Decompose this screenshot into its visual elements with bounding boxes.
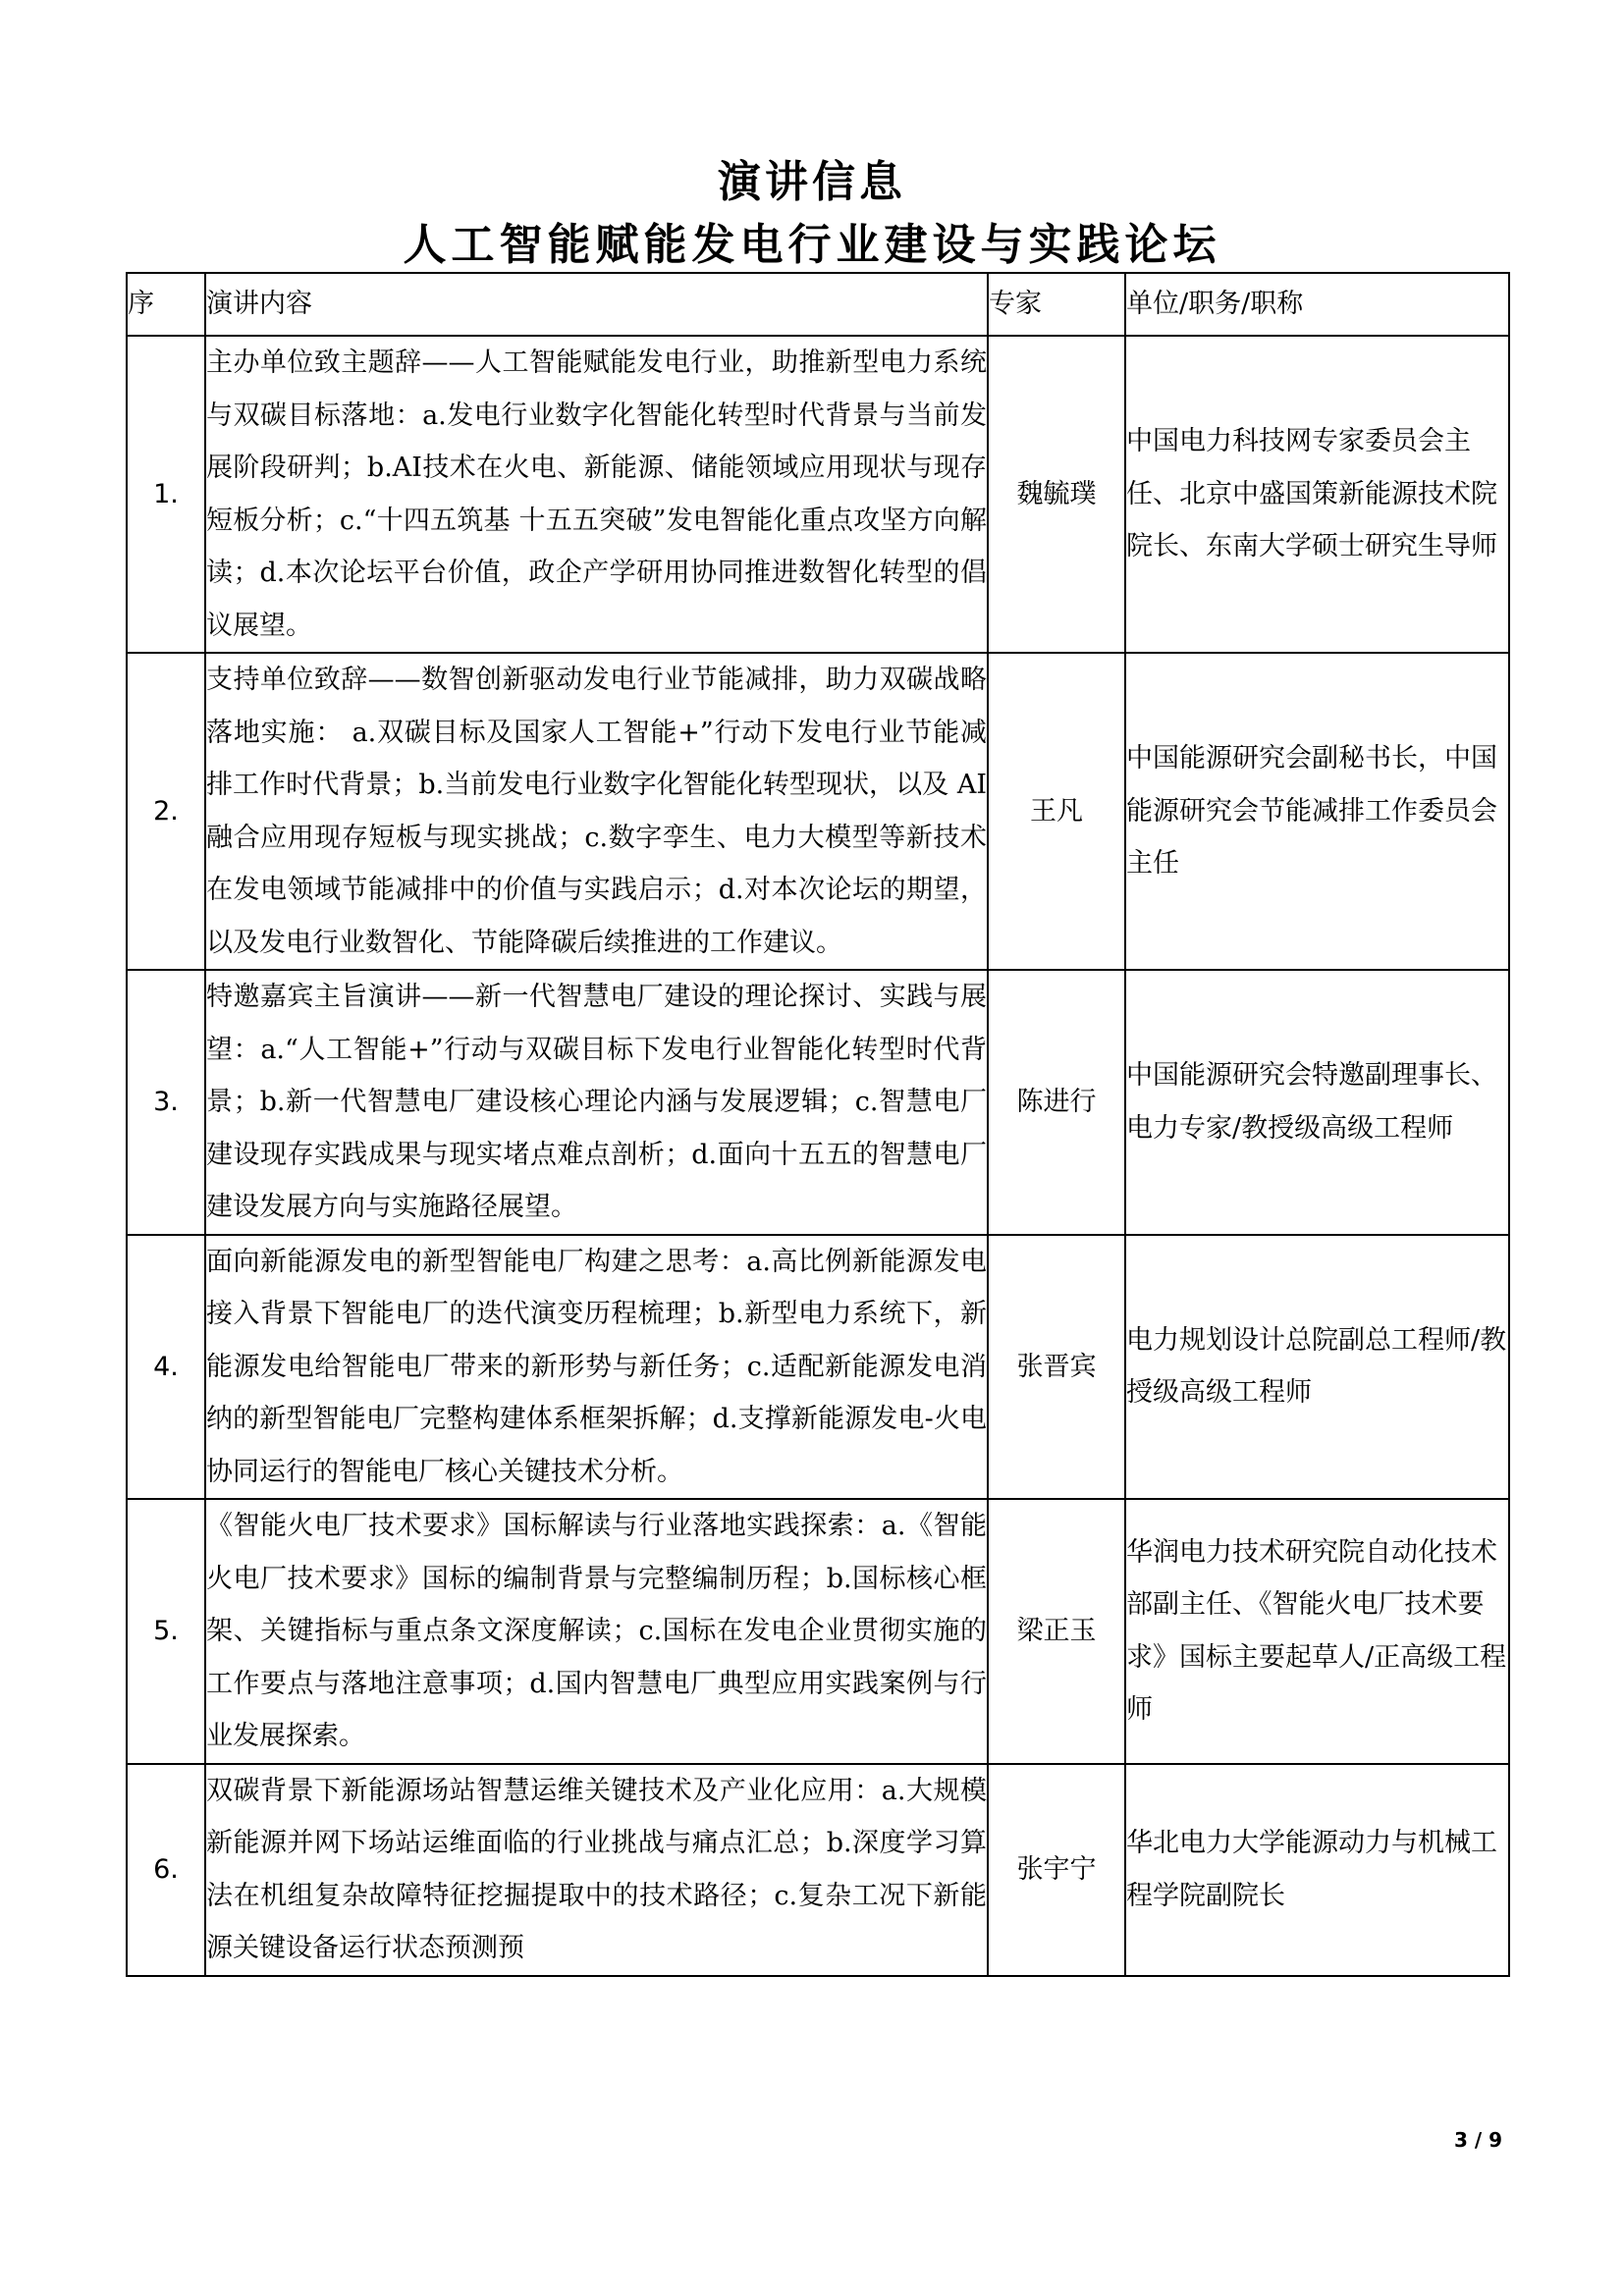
table-row bbox=[127, 970, 1509, 1235]
row-seq: 4. bbox=[127, 1235, 205, 1500]
row-org: 华北电力大学能源动力与机械工程学院副院长 bbox=[1125, 1764, 1509, 1976]
page-title: 演讲信息 bbox=[718, 157, 906, 207]
row-expert: 张宇宁 bbox=[988, 1764, 1125, 1976]
row-seq: 3. bbox=[127, 970, 205, 1235]
row-org: 电力规划设计总院副总工程师/教授级高级工程师 bbox=[1125, 1235, 1509, 1500]
header-seq: 序 bbox=[127, 273, 205, 336]
page-number: 3 / 9 bbox=[1453, 2128, 1502, 2152]
table-row bbox=[127, 1235, 1509, 1500]
header-org: 单位/职务/职称 bbox=[1125, 273, 1509, 336]
row-content: 特邀嘉宾主旨演讲——新一代智慧电厂建设的理论探讨、实践与展望：a.“人工智能+”行动与双碳目标下发电行业智能化转型时代背景；b.新一代智慧电厂建设核心理论内涵与发展逻辑；c.智慧电厂建设现存实践成果与现实堵点难点剖析；d.面向十五五的智慧电厂建设发展方向与实施路径展望。 bbox=[205, 970, 988, 1235]
row-content: 支持单位致辞——数智创新驱动发电行业节能减排，助力双碳战略落地实施： a.双碳目标及国家人工智能+”行动下发电行业节能减排工作时代背景；b.当前发电行业数字化智能化转型现状，以及 AI 融合应用现存短板与现实挑战；c.数字孪生、电力大模型等新技术在发电领域节能减排中的价值与实践启示；d.对本次论坛的期望，以及发电行业数智化、节能降碳后续推进的工作建议。 bbox=[205, 653, 988, 970]
speech-table bbox=[126, 272, 1510, 1977]
row-expert: 张晋宾 bbox=[988, 1235, 1125, 1500]
row-org: 华润电力技术研究院自动化技术部副主任、《智能火电厂技术要求》国标主要起草人/正高级工程师 bbox=[1125, 1499, 1509, 1764]
table-header-row bbox=[127, 273, 1509, 336]
page-subtitle: 人工智能赋能发电行业建设与实践论坛 bbox=[403, 220, 1221, 270]
table-row bbox=[127, 1764, 1509, 1976]
row-expert: 魏毓璞 bbox=[988, 336, 1125, 653]
row-expert: 陈进行 bbox=[988, 970, 1125, 1235]
row-content: 《智能火电厂技术要求》国标解读与行业落地实践探索：a.《智能火电厂技术要求》国标的编制背景与完整编制历程；b.国标核心框架、关键指标与重点条文深度解读；c.国标在发电企业贯彻实施的工作要点与落地注意事项；d.国内智慧电厂典型应用实践案例与行业发展探索。 bbox=[205, 1499, 988, 1764]
row-content: 主办单位致主题辞——人工智能赋能发电行业，助推新型电力系统与双碳目标落地：a.发电行业数字化智能化转型时代背景与当前发展阶段研判；b.AI技术在火电、新能源、储能领域应用现状与现存短板分析；c.“十四五筑基 十五五突破”发电智能化重点攻坚方向解读；d.本次论坛平台价值，政企产学研用协同推进数智化转型的倡议展望。 bbox=[205, 336, 988, 653]
row-seq: 5. bbox=[127, 1499, 205, 1764]
row-content: 面向新能源发电的新型智能电厂构建之思考：a.高比例新能源发电接入背景下智能电厂的迭代演变历程梳理；b.新型电力系统下，新能源发电给智能电厂带来的新形势与新任务；c.适配新能源发电消纳的新型智能电厂完整构建体系框架拆解；d.支撑新能源发电-火电协同运行的智能电厂核心关键技术分析。 bbox=[205, 1235, 988, 1500]
row-org: 中国电力科技网专家委员会主任、北京中盛国策新能源技术院院长、东南大学硕士研究生导师 bbox=[1125, 336, 1509, 653]
row-seq: 2. bbox=[127, 653, 205, 970]
row-org: 中国能源研究会副秘书长，中国能源研究会节能减排工作委员会主任 bbox=[1125, 653, 1509, 970]
table-row bbox=[127, 336, 1509, 653]
table-row bbox=[127, 653, 1509, 970]
header-expert: 专家 bbox=[988, 273, 1125, 336]
row-expert: 梁正玉 bbox=[988, 1499, 1125, 1764]
table-row bbox=[127, 1499, 1509, 1764]
header-content: 演讲内容 bbox=[205, 273, 988, 336]
row-seq: 6. bbox=[127, 1764, 205, 1976]
row-org: 中国能源研究会特邀副理事长、电力专家/教授级高级工程师 bbox=[1125, 970, 1509, 1235]
row-content: 双碳背景下新能源场站智慧运维关键技术及产业化应用：a.大规模新能源并网下场站运维面临的行业挑战与痛点汇总；b.深度学习算法在机组复杂故障特征挖掘提取中的技术路径；c.复杂工况下新能源关键设备运行状态预测预 bbox=[205, 1764, 988, 1976]
row-expert: 王凡 bbox=[988, 653, 1125, 970]
row-seq: 1. bbox=[127, 336, 205, 653]
